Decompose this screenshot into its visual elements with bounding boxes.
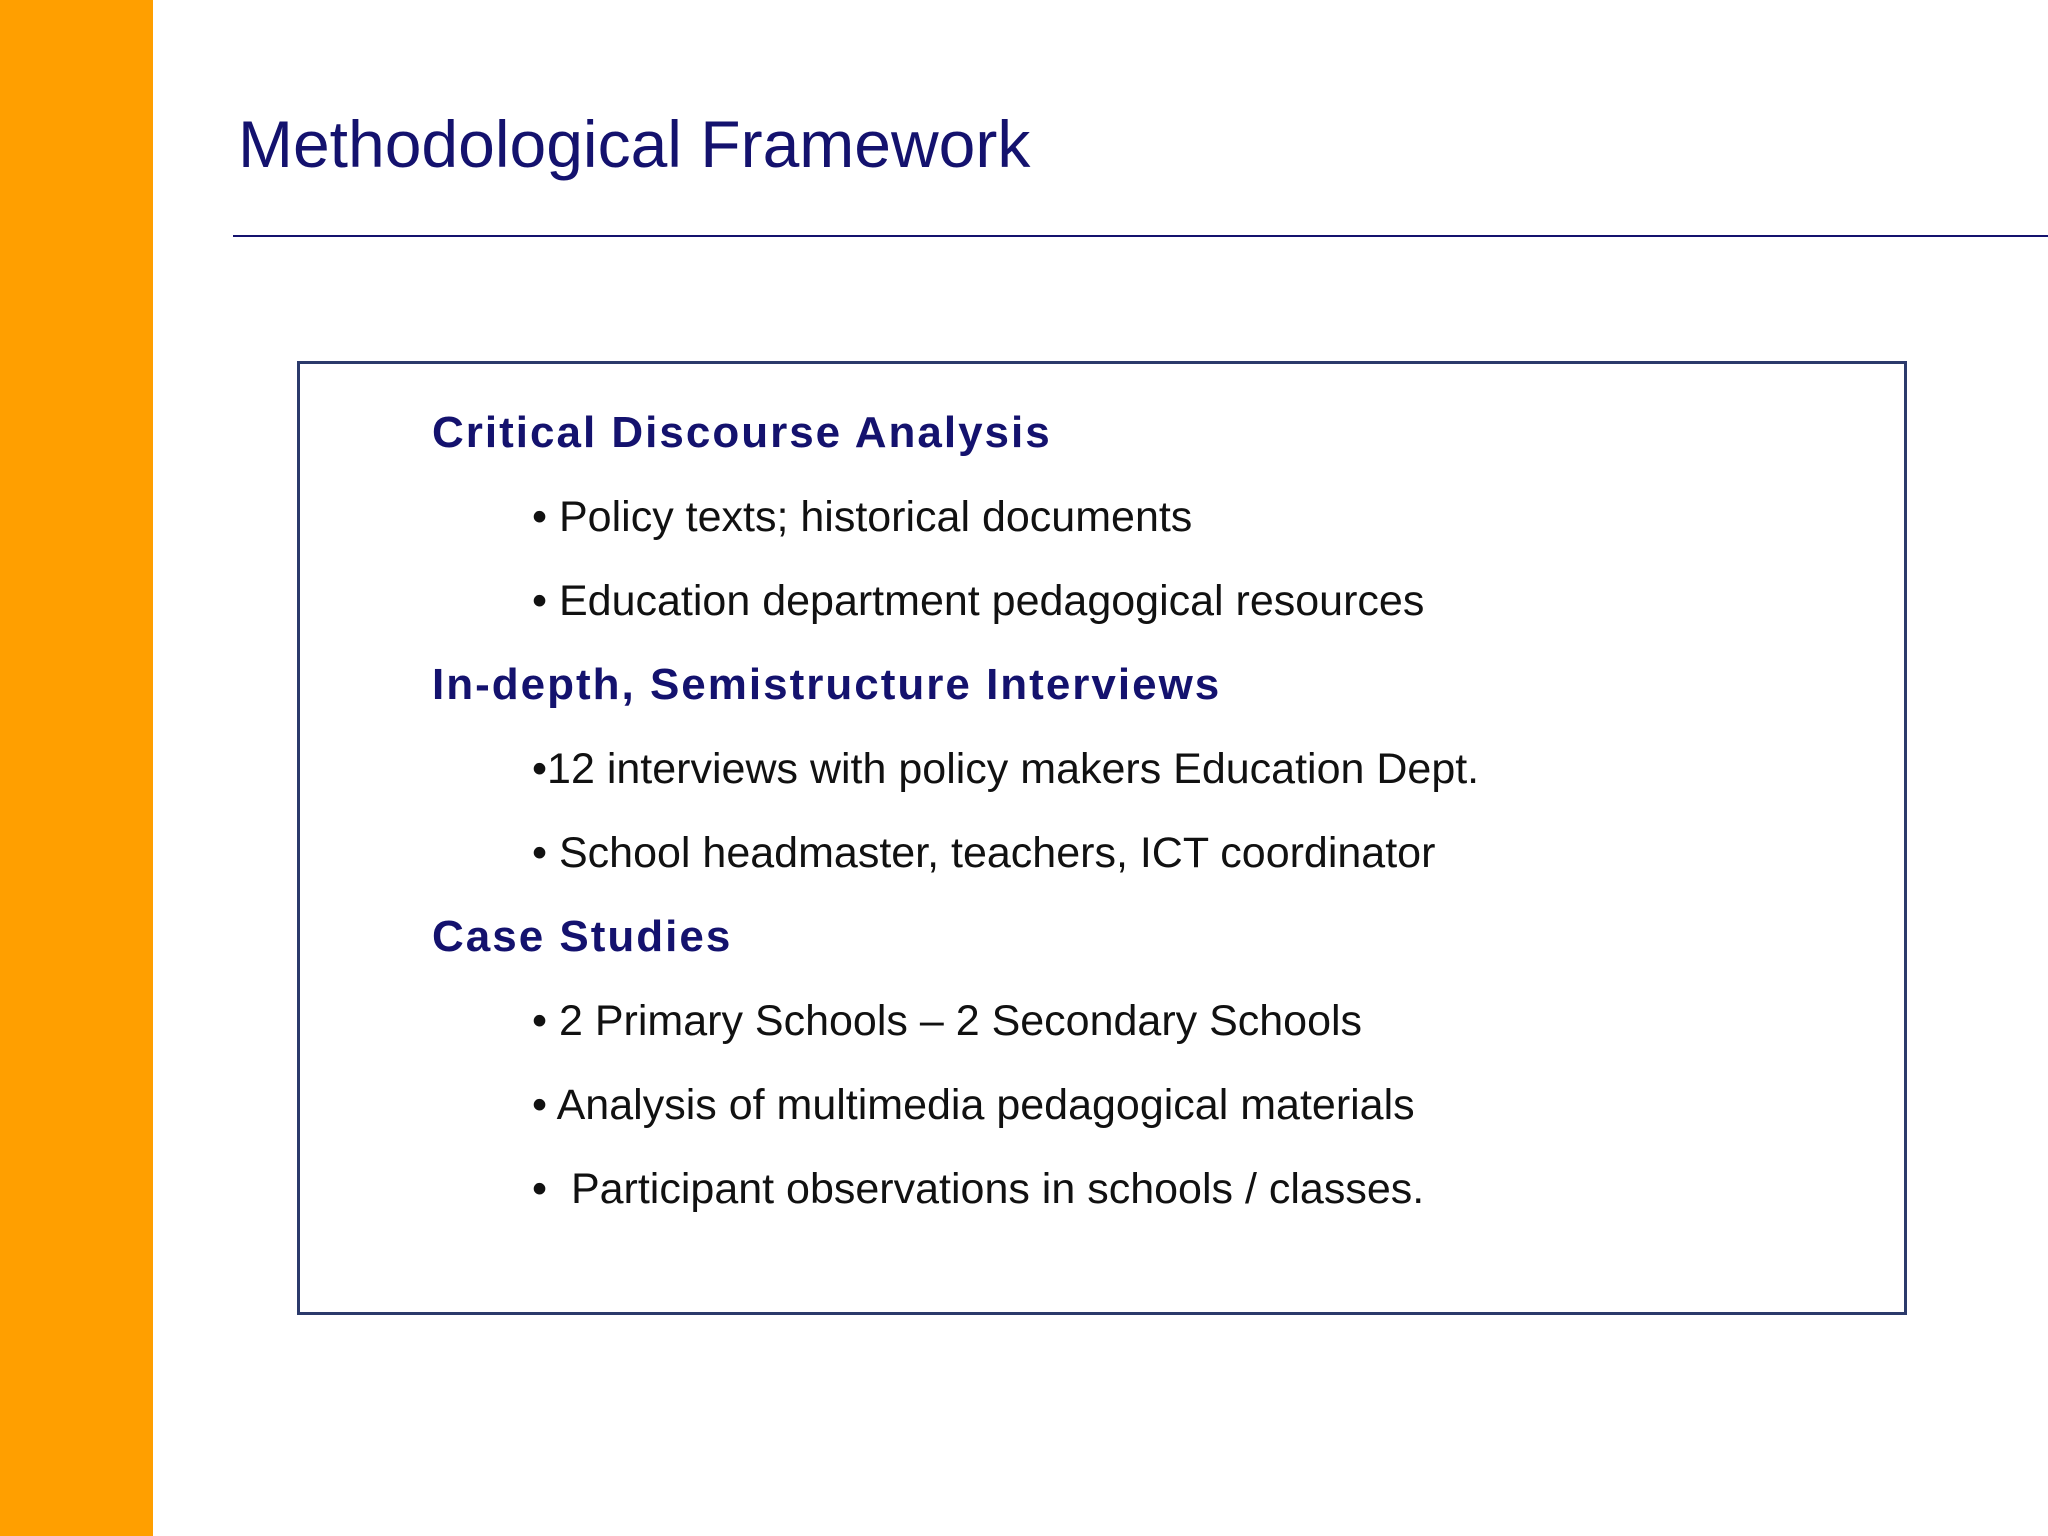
bullet-item: • Analysis of multimedia pedagogical materials [532, 1081, 1415, 1129]
bullet-item: • 2 Primary Schools – 2 Secondary Schools [532, 997, 1363, 1045]
bullet-item: •12 interviews with policy makers Education Dept. [532, 745, 1480, 793]
bullet-item: • Policy texts; historical documents [532, 493, 1193, 541]
section-heading-discourse-analysis: Critical Discourse Analysis [432, 408, 1052, 457]
section-heading-interviews: In-depth, Semistructure Interviews [432, 660, 1222, 709]
bullet-item: • School headmaster, teachers, ICT coordinator [532, 829, 1436, 877]
slide-title: Methodological Framework [238, 107, 1031, 181]
section-heading-case-studies: Case Studies [432, 912, 733, 961]
title-divider [233, 235, 2048, 237]
accent-side-bar [0, 0, 153, 1536]
bullet-item: • Participant observations in schools / classes. [532, 1165, 1425, 1213]
bullet-item: • Education department pedagogical resources [532, 577, 1425, 625]
